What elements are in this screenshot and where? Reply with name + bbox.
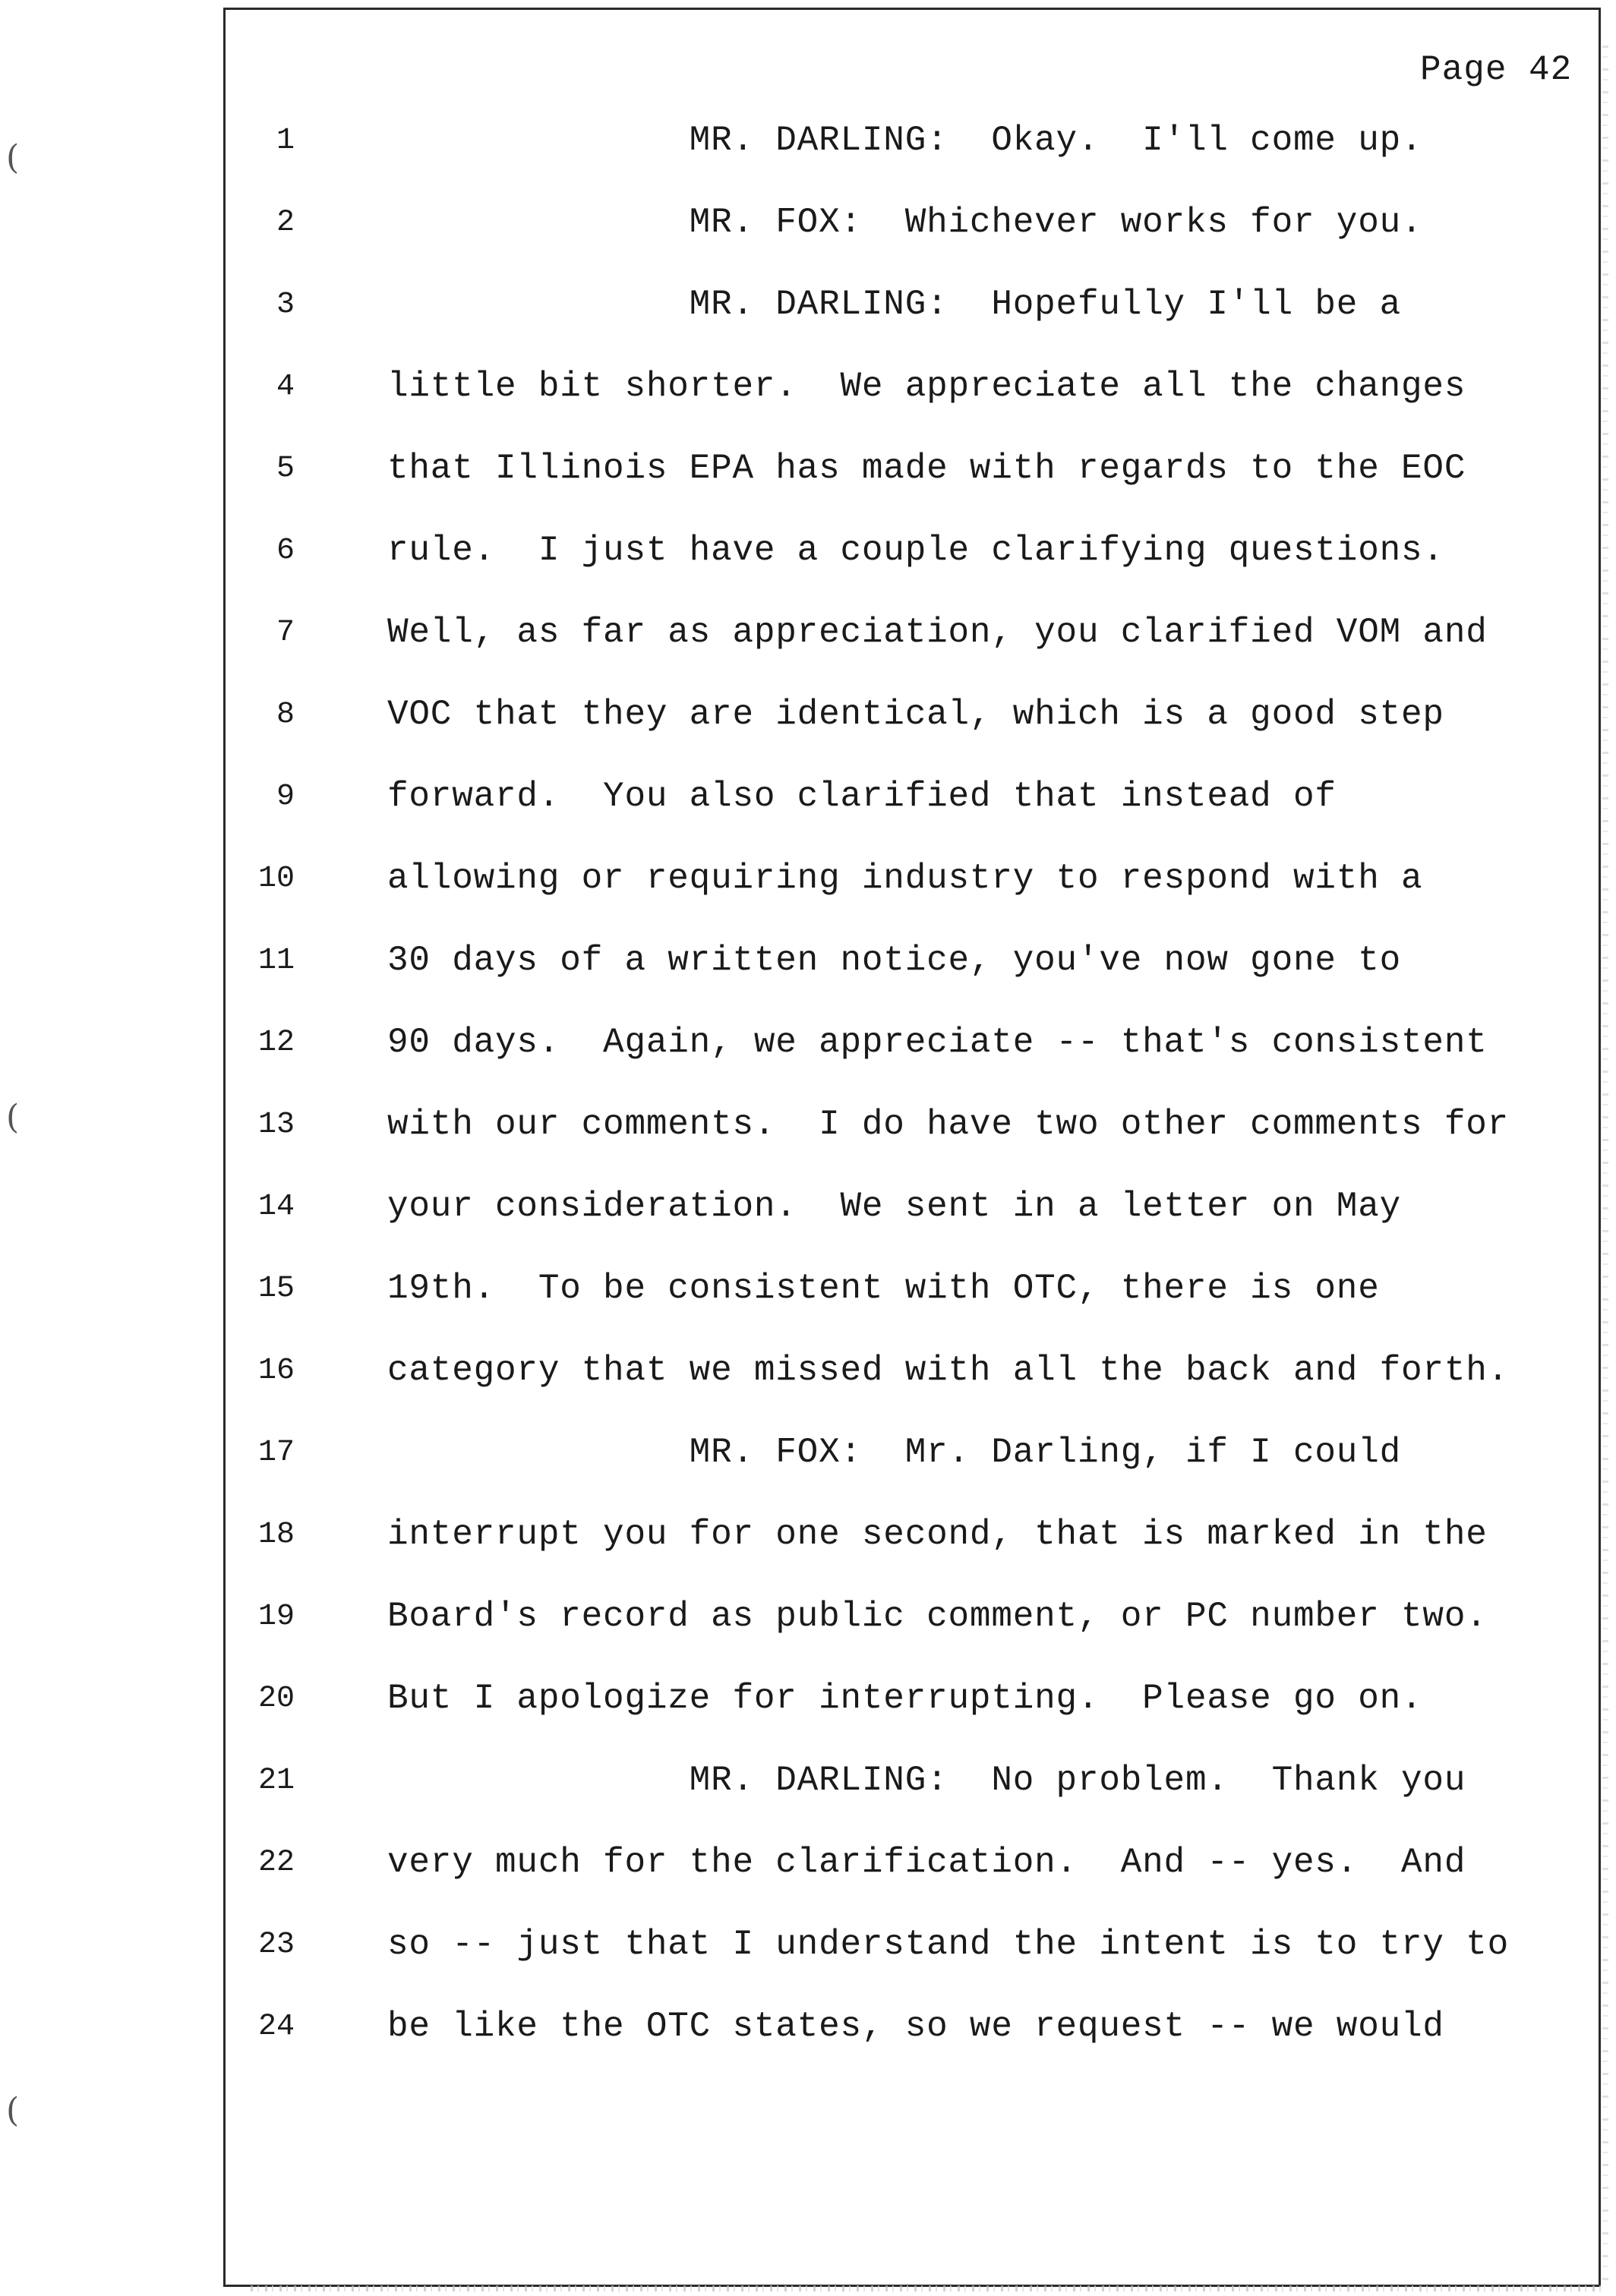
transcript-line: MR. FOX: Mr. Darling, if I could [387, 1433, 1402, 1472]
line-number: 5 [276, 452, 295, 486]
line-number: 19 [257, 1600, 295, 1634]
transcript-line: VOC that they are identical, which is a good step [387, 695, 1444, 734]
transcript-line: Board's record as public comment, or PC number two. [387, 1597, 1488, 1636]
transcript-line: MR. DARLING: Hopefully I'll be a [387, 285, 1402, 324]
transcript-line: very much for the clarification. And -- yes. And [387, 1843, 1466, 1882]
margin-bracket-mark: ( [6, 2091, 20, 2130]
line-number: 23 [257, 1928, 295, 1962]
page-number: Page 42 [1420, 50, 1573, 90]
margin-bracket-mark: ( [6, 138, 20, 177]
transcript-line: category that we missed with all the back and forth. [387, 1351, 1510, 1390]
line-number: 10 [257, 862, 295, 896]
transcript-line: that Illinois EPA has made with regards to the EOC [387, 449, 1466, 488]
line-number: 14 [257, 1190, 295, 1224]
line-number: 20 [257, 1682, 295, 1716]
line-number: 13 [257, 1108, 295, 1142]
transcript-line: so -- just that I understand the intent is to try to [387, 1925, 1510, 1964]
transcript-line: 30 days of a written notice, you've now gone to [387, 941, 1402, 980]
transcript-line: be like the OTC states, so we request -- we would [387, 2007, 1444, 2046]
transcript-line: rule. I just have a couple clarifying questions. [387, 531, 1444, 570]
transcript-line: allowing or requiring industry to respond with a [387, 859, 1423, 898]
line-number: 4 [276, 370, 295, 404]
scan-edge-noise-right [1602, 46, 1608, 2285]
transcript-line: 90 days. Again, we appreciate -- that's consistent [387, 1023, 1488, 1062]
line-number: 18 [257, 1518, 295, 1552]
transcript-line: little bit shorter. We appreciate all the changes [387, 367, 1466, 406]
line-number: 22 [257, 1846, 295, 1880]
line-number: 3 [276, 288, 295, 322]
transcript-line: 19th. To be consistent with OTC, there is one [387, 1269, 1380, 1308]
transcript-line: Well, as far as appreciation, you clarified VOM and [387, 613, 1488, 652]
transcript-line: your consideration. We sent in a letter on May [387, 1187, 1402, 1226]
transcript-line: But I apologize for interrupting. Please go on. [387, 1679, 1423, 1718]
line-number: 9 [276, 780, 295, 814]
transcript-line: MR. FOX: Whichever works for you. [387, 203, 1423, 242]
line-number: 6 [276, 534, 295, 568]
line-number: 24 [257, 2010, 295, 2044]
line-number: 15 [257, 1272, 295, 1306]
line-number: 16 [257, 1354, 295, 1388]
line-number: 11 [257, 944, 295, 978]
scan-edge-noise-bottom [251, 2285, 1602, 2291]
line-number: 21 [257, 1764, 295, 1798]
margin-bracket-mark: ( [6, 1098, 20, 1137]
line-number: 17 [257, 1436, 295, 1470]
line-number: 7 [276, 616, 295, 650]
transcript-line: forward. You also clarified that instead of [387, 777, 1337, 816]
line-number: 8 [276, 698, 295, 732]
transcript-line: interrupt you for one second, that is marked in the [387, 1515, 1488, 1554]
line-number: 1 [276, 124, 295, 158]
line-number: 12 [257, 1026, 295, 1060]
transcript-line: MR. DARLING: No problem. Thank you [387, 1761, 1466, 1800]
transcript-line: MR. DARLING: Okay. I'll come up. [387, 121, 1423, 160]
line-number: 2 [276, 206, 295, 240]
transcript-line: with our comments. I do have two other comments for [387, 1105, 1510, 1144]
